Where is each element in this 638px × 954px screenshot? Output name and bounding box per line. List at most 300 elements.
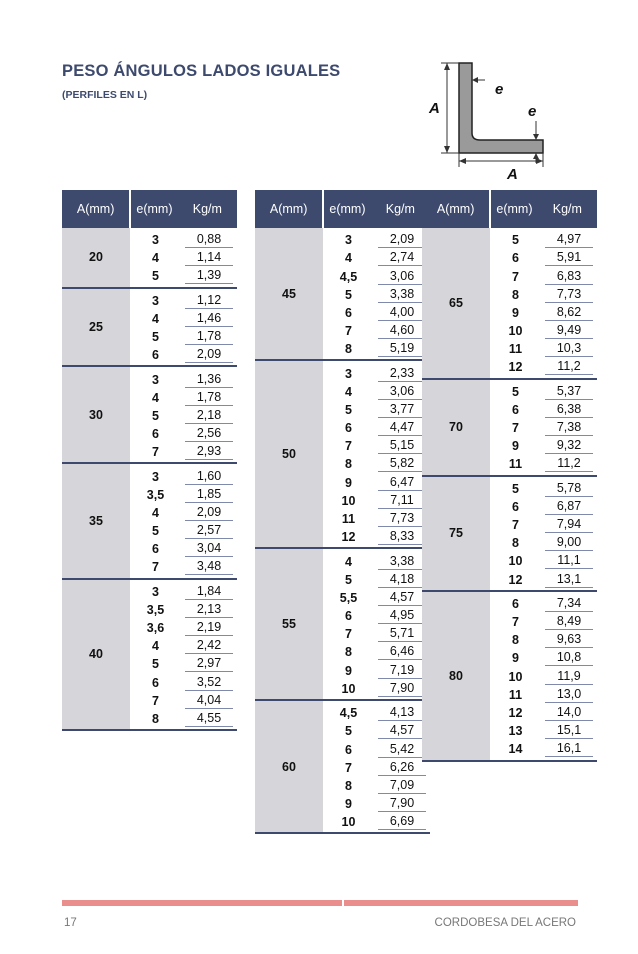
weight-cell: 2,18 <box>185 407 233 424</box>
thickness-cell: 4 <box>152 505 159 520</box>
thickness-cell: 7 <box>152 693 159 708</box>
weight-cell: 9,63 <box>545 631 593 648</box>
thickness-cell: 11 <box>341 511 356 526</box>
table-row <box>492 436 593 454</box>
thickness-cell: 5 <box>152 524 159 539</box>
thickness-cell: 5,5 <box>339 590 358 605</box>
thickness-cell: 7 <box>345 760 352 775</box>
table-row <box>325 758 426 776</box>
weight-cell: 7,73 <box>378 510 426 527</box>
label-e-right: e <box>528 103 537 120</box>
angle-profile-diagram <box>425 55 575 185</box>
thickness-cell: 10 <box>341 493 356 508</box>
weight-cell: 2,33 <box>378 365 426 382</box>
table-row <box>132 345 233 363</box>
thickness-cell: 3 <box>152 293 159 308</box>
header-e-text: (mm) <box>503 201 533 216</box>
thickness-cell: 6 <box>512 499 519 514</box>
table-row <box>132 406 233 424</box>
table-row <box>325 436 426 454</box>
size-a-cell: 45 <box>255 228 325 359</box>
table-row <box>492 630 593 648</box>
thickness-cell: 7 <box>512 518 519 533</box>
weight-cell: 11,9 <box>545 668 593 685</box>
table-row <box>492 248 593 266</box>
thickness-cell: 6 <box>512 251 519 266</box>
weight-cell: 16,1 <box>545 740 593 757</box>
table-row <box>132 370 233 388</box>
table-row <box>325 230 426 248</box>
header-a-text: (mm) <box>445 201 475 216</box>
size-group <box>62 289 237 368</box>
weight-cell: 7,73 <box>545 286 593 303</box>
thickness-cell: 7 <box>152 560 159 575</box>
thickness-cell: 10 <box>508 324 523 339</box>
table-row <box>492 497 593 515</box>
table-row <box>132 485 233 503</box>
table-row <box>325 661 426 679</box>
weight-cell: 6,83 <box>545 268 593 285</box>
thickness-cell: 7 <box>512 421 519 436</box>
weight-cell: 5,82 <box>378 455 426 472</box>
header-e <box>491 190 537 228</box>
table-row <box>492 479 593 497</box>
thickness-cell: 5 <box>512 384 519 399</box>
size-group <box>255 549 430 701</box>
weight-cell: 2,42 <box>185 637 233 654</box>
table-row <box>492 400 593 418</box>
label-a-side: A <box>429 100 440 117</box>
thickness-cell: 3 <box>152 233 159 248</box>
table-row <box>325 740 426 758</box>
table-row <box>325 570 426 588</box>
thickness-cell: 3 <box>152 584 159 599</box>
weight-cell: 13,0 <box>545 686 593 703</box>
header-a-text: A <box>436 201 446 216</box>
thickness-cell: 4 <box>152 251 159 266</box>
thickness-cell: 8 <box>345 342 352 357</box>
weight-cell: 4,57 <box>378 722 426 739</box>
thickness-cell: 3,5 <box>146 487 165 502</box>
weight-cell: 3,06 <box>378 268 426 285</box>
table-row <box>325 400 426 418</box>
thickness-cell: 10 <box>508 554 523 569</box>
weight-cell: 9,32 <box>545 437 593 454</box>
table-row <box>132 327 233 345</box>
thickness-cell: 6 <box>345 742 352 757</box>
table-row <box>325 473 426 491</box>
table-row <box>325 794 426 812</box>
weight-cell: 1,78 <box>185 328 233 345</box>
table-row <box>132 503 233 521</box>
thickness-cell: 5 <box>152 657 159 672</box>
thickness-cell: 9 <box>345 797 352 812</box>
weight-cell: 14,0 <box>545 704 593 721</box>
thickness-cell: 10 <box>341 681 356 696</box>
thickness-cell: 7 <box>345 324 352 339</box>
footer-brand: CORDOBESA DEL ACERO <box>434 917 576 929</box>
thickness-cell: 6 <box>345 421 352 436</box>
thickness-cell: 5 <box>512 481 519 496</box>
weight-cell: 6,46 <box>378 643 426 660</box>
thickness-cell: 5 <box>152 269 159 284</box>
header-e <box>324 190 370 228</box>
thickness-cell: 8 <box>345 778 352 793</box>
thickness-cell: 7 <box>512 615 519 630</box>
table-row <box>492 667 593 685</box>
table-row <box>132 467 233 485</box>
table-row <box>325 418 426 436</box>
table-row <box>492 339 593 357</box>
page-title: PESO ÁNGULOS LADOS IGUALES <box>62 62 341 80</box>
weight-cell: 1,12 <box>185 292 233 309</box>
size-a-cell: 75 <box>422 477 492 590</box>
weight-cell: 4,18 <box>378 571 426 588</box>
header-e-text: e <box>496 201 504 216</box>
size-group <box>422 592 597 762</box>
weight-cell: 4,00 <box>378 304 426 321</box>
table-row <box>492 454 593 472</box>
footer-line <box>62 900 578 906</box>
size-group <box>255 228 430 361</box>
header-a-text: A <box>269 201 279 216</box>
table-row <box>132 248 233 266</box>
thickness-cell: 12 <box>508 572 523 587</box>
weight-cell: 6,87 <box>545 498 593 515</box>
thickness-cell: 11 <box>508 342 523 357</box>
weight-cell: 2,09 <box>378 231 426 248</box>
thickness-cell: 6 <box>345 609 352 624</box>
size-group <box>422 477 597 592</box>
weight-cell: 4,60 <box>378 322 426 339</box>
header-e-text: e <box>136 201 144 216</box>
table-row <box>132 654 233 672</box>
size-a-cell: 20 <box>62 228 132 287</box>
weight-cell: 5,78 <box>545 480 593 497</box>
label-e-top: e <box>495 81 504 98</box>
header-a <box>255 190 324 228</box>
thickness-cell: 10 <box>508 669 523 684</box>
weights-table-1 <box>62 190 237 731</box>
thickness-cell: 3 <box>345 366 352 381</box>
thickness-cell: 9 <box>512 439 519 454</box>
table-row <box>325 527 426 545</box>
thickness-cell: 12 <box>508 705 523 720</box>
weight-cell: 9,49 <box>545 322 593 339</box>
thickness-cell: 3 <box>152 372 159 387</box>
thickness-cell: 8 <box>345 645 352 660</box>
header-e-text: (mm) <box>143 201 173 216</box>
thickness-cell: 4 <box>152 639 159 654</box>
header-e-text: e <box>329 201 337 216</box>
header-kgm-text: Kg/m <box>192 201 222 216</box>
weight-cell: 9,00 <box>545 534 593 551</box>
thickness-cell: 3,6 <box>146 621 165 636</box>
table-row <box>492 285 593 303</box>
thickness-cell: 4 <box>345 554 352 569</box>
table-row <box>492 515 593 533</box>
table-row <box>492 303 593 321</box>
table-row <box>132 442 233 460</box>
weight-cell: 10,3 <box>545 340 593 357</box>
table-row <box>492 418 593 436</box>
weight-cell: 7,90 <box>378 680 426 697</box>
weight-cell: 4,04 <box>185 692 233 709</box>
table-row <box>325 454 426 472</box>
weight-cell: 5,91 <box>545 249 593 266</box>
thickness-cell: 9 <box>345 663 352 678</box>
weight-cell: 3,48 <box>185 558 233 575</box>
table-row <box>325 624 426 642</box>
weight-cell: 7,94 <box>545 516 593 533</box>
table-row <box>325 321 426 339</box>
header-a-text: (mm) <box>278 201 308 216</box>
table-row <box>492 648 593 666</box>
thickness-cell: 8 <box>152 711 159 726</box>
table-row <box>132 582 233 600</box>
weight-cell: 2,74 <box>378 249 426 266</box>
thickness-cell: 8 <box>512 536 519 551</box>
weight-cell: 7,38 <box>545 419 593 436</box>
size-group <box>422 380 597 477</box>
label-a-bottom: A <box>507 166 518 183</box>
thickness-cell: 12 <box>341 530 356 545</box>
size-group <box>62 464 237 579</box>
table-row <box>325 606 426 624</box>
thickness-cell: 9 <box>512 305 519 320</box>
thickness-cell: 5 <box>152 330 159 345</box>
thickness-cell: 11 <box>508 687 523 702</box>
table-row <box>132 388 233 406</box>
thickness-cell: 5 <box>345 724 352 739</box>
table-row <box>492 551 593 569</box>
weight-cell: 5,37 <box>545 383 593 400</box>
size-group <box>62 228 237 289</box>
table-row <box>492 594 593 612</box>
weight-cell: 4,47 <box>378 419 426 436</box>
weight-cell: 1,46 <box>185 310 233 327</box>
thickness-cell: 10 <box>341 815 356 830</box>
table-row <box>132 618 233 636</box>
table-row <box>132 291 233 309</box>
weights-table-2 <box>255 190 430 834</box>
table-row <box>492 382 593 400</box>
table-row <box>492 739 593 757</box>
table-row <box>325 552 426 570</box>
weight-cell: 1,36 <box>185 371 233 388</box>
header-kgm <box>538 190 597 228</box>
table-row <box>325 339 426 357</box>
thickness-cell: 5 <box>345 287 352 302</box>
thickness-cell: 5 <box>152 408 159 423</box>
thickness-cell: 6 <box>512 402 519 417</box>
table-row <box>325 642 426 660</box>
thickness-cell: 6 <box>152 348 159 363</box>
table-row <box>325 588 426 606</box>
thickness-cell: 6 <box>512 596 519 611</box>
thickness-cell: 4 <box>152 311 159 326</box>
table-row <box>132 673 233 691</box>
size-a-cell: 30 <box>62 367 132 462</box>
thickness-cell: 5 <box>512 233 519 248</box>
weight-cell: 3,38 <box>378 553 426 570</box>
table-row <box>492 612 593 630</box>
weight-cell: 8,49 <box>545 613 593 630</box>
weight-cell: 2,19 <box>185 619 233 636</box>
table-row <box>132 709 233 727</box>
size-a-cell: 70 <box>422 380 492 475</box>
table-row <box>325 364 426 382</box>
table-row <box>325 382 426 400</box>
weight-cell: 2,56 <box>185 425 233 442</box>
header-e-text: (mm) <box>336 201 366 216</box>
thickness-cell: 9 <box>512 651 519 666</box>
thickness-cell: 3 <box>345 233 352 248</box>
weight-cell: 0,88 <box>185 231 233 248</box>
header-a <box>62 190 131 228</box>
weight-cell: 3,77 <box>378 401 426 418</box>
thickness-cell: 8 <box>345 457 352 472</box>
table-header <box>62 190 237 228</box>
size-group <box>255 701 430 834</box>
thickness-cell: 7 <box>152 445 159 460</box>
thickness-cell: 13 <box>508 724 523 739</box>
thickness-cell: 12 <box>508 360 523 375</box>
thickness-cell: 4,5 <box>339 706 358 721</box>
table-row <box>132 266 233 284</box>
weight-cell: 4,95 <box>378 607 426 624</box>
table-row <box>325 267 426 285</box>
size-a-cell: 65 <box>422 228 492 378</box>
table-row <box>325 303 426 321</box>
table-row <box>325 248 426 266</box>
table-row <box>492 721 593 739</box>
table-header <box>422 190 597 228</box>
thickness-cell: 6 <box>152 675 159 690</box>
thickness-cell: 3 <box>152 469 159 484</box>
thickness-cell: 7 <box>345 627 352 642</box>
table-header <box>255 190 430 228</box>
thickness-cell: 9 <box>345 475 352 490</box>
table-row <box>132 230 233 248</box>
weight-cell: 3,06 <box>378 383 426 400</box>
size-a-cell: 55 <box>255 549 325 699</box>
weight-cell: 6,69 <box>378 813 426 830</box>
table-row <box>492 533 593 551</box>
table-row <box>132 309 233 327</box>
thickness-cell: 4 <box>345 251 352 266</box>
table-row <box>325 776 426 794</box>
thickness-cell: 5 <box>345 402 352 417</box>
weight-cell: 2,93 <box>185 443 233 460</box>
weight-cell: 11,1 <box>545 552 593 569</box>
header-e <box>131 190 177 228</box>
header-kgm-text: Kg/m <box>385 201 415 216</box>
table-row <box>492 321 593 339</box>
table-row <box>325 679 426 697</box>
table-row <box>132 539 233 557</box>
weight-cell: 3,38 <box>378 286 426 303</box>
thickness-cell: 7 <box>512 269 519 284</box>
thickness-cell: 3,5 <box>146 602 165 617</box>
weight-cell: 1,39 <box>185 267 233 284</box>
table-row <box>325 721 426 739</box>
weight-cell: 11,2 <box>545 358 593 375</box>
size-group <box>422 228 597 380</box>
page-number: 17 <box>64 917 77 929</box>
size-a-cell: 25 <box>62 289 132 366</box>
weight-cell: 1,14 <box>185 249 233 266</box>
weight-cell: 4,97 <box>545 231 593 248</box>
size-a-cell: 60 <box>255 701 325 832</box>
thickness-cell: 8 <box>512 287 519 302</box>
thickness-cell: 6 <box>152 427 159 442</box>
weight-cell: 7,90 <box>378 795 426 812</box>
table-row <box>492 570 593 588</box>
size-a-cell: 50 <box>255 361 325 547</box>
weight-cell: 10,8 <box>545 649 593 666</box>
header-a-text: (mm) <box>85 201 115 216</box>
weight-cell: 6,47 <box>378 474 426 491</box>
table-row <box>132 557 233 575</box>
weight-cell: 1,84 <box>185 583 233 600</box>
table-row <box>132 521 233 539</box>
table-row <box>492 703 593 721</box>
weight-cell: 5,19 <box>378 340 426 357</box>
thickness-cell: 4,5 <box>339 269 358 284</box>
thickness-cell: 4 <box>152 390 159 405</box>
size-group <box>255 361 430 549</box>
weight-cell: 1,78 <box>185 389 233 406</box>
table-row <box>132 424 233 442</box>
header-kgm <box>178 190 237 228</box>
header-kgm-text: Kg/m <box>552 201 582 216</box>
weight-cell: 2,09 <box>185 504 233 521</box>
weight-cell: 2,13 <box>185 601 233 618</box>
weight-cell: 6,38 <box>545 401 593 418</box>
weight-cell: 7,11 <box>378 492 426 509</box>
table-row <box>132 600 233 618</box>
weight-cell: 15,1 <box>545 722 593 739</box>
weight-cell: 4,13 <box>378 704 426 721</box>
size-group <box>62 580 237 732</box>
weight-cell: 8,33 <box>378 528 426 545</box>
weight-cell: 4,57 <box>378 589 426 606</box>
weight-cell: 5,42 <box>378 741 426 758</box>
weight-cell: 7,19 <box>378 662 426 679</box>
thickness-cell: 8 <box>512 633 519 648</box>
table-row <box>325 285 426 303</box>
thickness-cell: 6 <box>345 305 352 320</box>
table-row <box>325 812 426 830</box>
weight-cell: 2,57 <box>185 522 233 539</box>
weight-cell: 6,26 <box>378 759 426 776</box>
weight-cell: 3,04 <box>185 540 233 557</box>
page-subtitle: (PERFILES EN L) <box>62 89 148 101</box>
table-row <box>325 703 426 721</box>
table-row <box>492 230 593 248</box>
weight-cell: 7,09 <box>378 777 426 794</box>
weight-cell: 5,71 <box>378 625 426 642</box>
size-group <box>62 367 237 464</box>
weight-cell: 13,1 <box>545 571 593 588</box>
weight-cell: 8,62 <box>545 304 593 321</box>
thickness-cell: 14 <box>508 742 523 757</box>
thickness-cell: 4 <box>345 384 352 399</box>
weight-cell: 5,15 <box>378 437 426 454</box>
size-a-cell: 40 <box>62 580 132 730</box>
weight-cell: 4,55 <box>185 710 233 727</box>
